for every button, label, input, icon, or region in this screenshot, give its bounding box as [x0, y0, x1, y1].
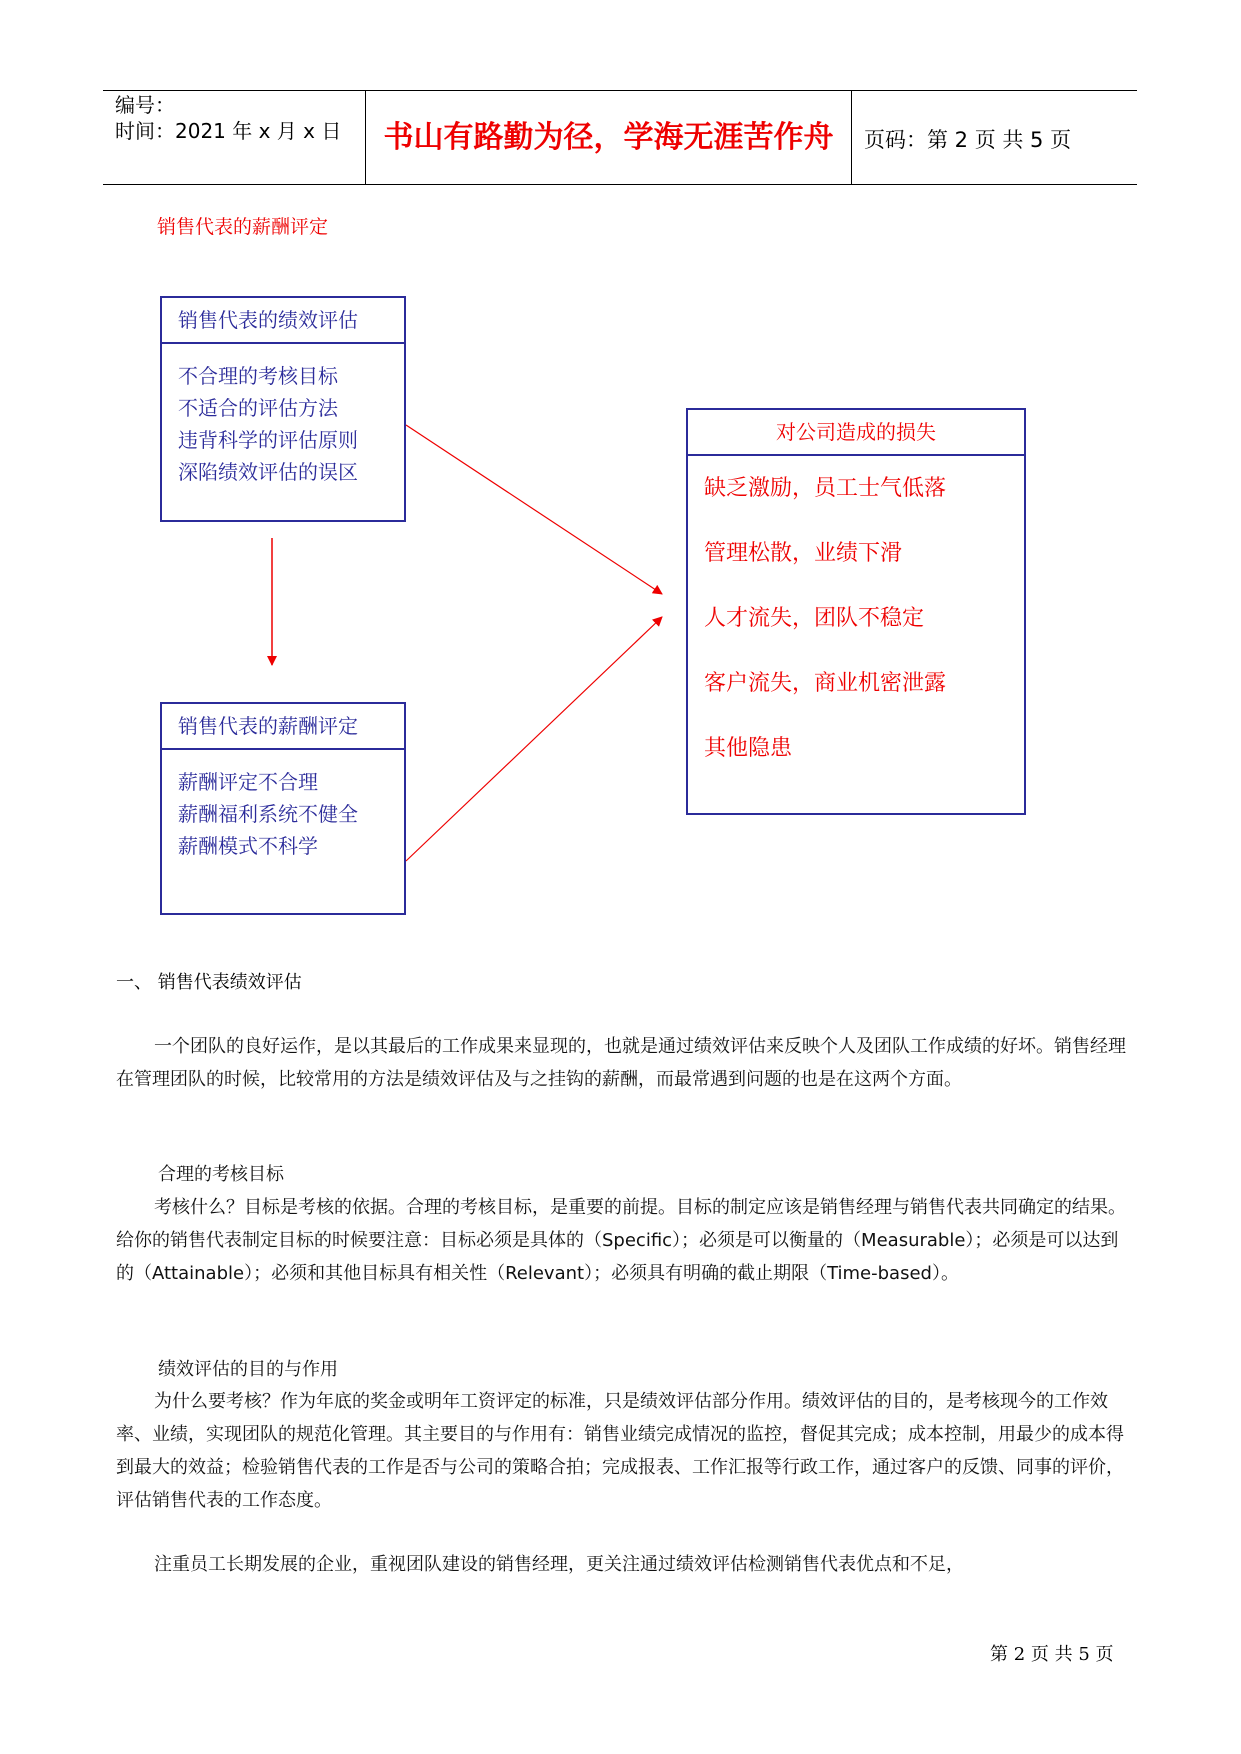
list-item: 深陷绩效评估的误区	[178, 460, 358, 484]
list-item: 薪酬评定不合理	[178, 770, 318, 794]
box-compensation-list	[162, 750, 404, 862]
box-loss-list	[688, 456, 1024, 781]
section-heading: 一、 销售代表绩效评估	[116, 972, 302, 993]
list-item: 不合理的考核目标	[178, 364, 338, 388]
list-item: 薪酬福利系统不健全	[178, 802, 358, 826]
box-company-loss	[686, 408, 1026, 815]
list-item: 缺乏激励，员工士气低落	[704, 476, 947, 501]
box-loss-title: 对公司造成的损失	[688, 410, 1024, 456]
arrow-performance-to-loss	[406, 425, 662, 594]
document-time-label: 时间：2021 年 x 月 x 日	[115, 119, 342, 143]
header-page-number: 页码：第 2 页 共 5 页	[864, 128, 1072, 152]
list-item: 不适合的评估方法	[178, 396, 338, 420]
paragraph-purpose: 为什么要考核？作为年底的奖金或明年工资评定的标准，只是绩效评估部分作用。绩效评估的目的，是考核现今的工作效率、业绩，实现团队的规范化管理。其主要目的与作用有：销售业绩完成情况的监控，督促其完成；成本控制，用最少的成本得到最大的效益；检验销售代表的工作是否与公司的策略合拍；完成报表、工作汇报等行政工作，通过客户的反馈、同事的评价，评估销售代表的工作态度。	[116, 1391, 1124, 1511]
subheading-goals: 合理的考核目标	[158, 1164, 284, 1185]
box-compensation-evaluation	[160, 702, 406, 915]
box-compensation-title: 销售代表的薪酬评定	[162, 704, 404, 750]
paragraph-development: 注重员工长期发展的企业，重视团队建设的销售经理，更关注通过绩效评估检测销售代表优点和不足，	[154, 1554, 964, 1575]
list-item: 管理松散，业绩下滑	[704, 541, 903, 566]
box-performance-evaluation	[160, 296, 406, 522]
box-performance-title: 销售代表的绩效评估	[162, 298, 404, 344]
box-performance-list	[162, 344, 404, 488]
paragraph-intro: 一个团队的良好运作，是以其最后的工作成果来显现的，也就是通过绩效评估来反映个人及团队工作成绩的好坏。销售经理在管理团队的时候，比较常用的方法是绩效评估及与之挂钩的薪酬，而最常遇到问题的也是在这两个方面。	[116, 1036, 1126, 1090]
document-number-label: 编号：	[115, 93, 175, 117]
page-footer: 第 2 页 共 5 页	[990, 1644, 1114, 1665]
diagram-title: 销售代表的薪酬评定	[157, 216, 329, 238]
paragraph-goals: 考核什么？目标是考核的依据。合理的考核目标，是重要的前提。目标的制定应该是销售经理与销售代表共同确定的结果。给你的销售代表制定目标的时候要注意：目标必须是具体的（Specific）；必须是可以衡量的（Measurable）；必须是可以达到的（Attainable）；必须和其他目标具有相关性（Relevant）；必须具有明确的截止期限（Time-based）。	[116, 1197, 1126, 1284]
list-item: 薪酬模式不科学	[178, 834, 318, 858]
list-item: 违背科学的评估原则	[178, 428, 358, 452]
list-item: 人才流失，团队不稳定	[704, 606, 925, 631]
header-motto: 书山有路勤为径，学海无涯苦作舟	[383, 120, 834, 155]
subheading-purpose: 绩效评估的目的与作用	[158, 1359, 338, 1380]
list-item: 客户流失，商业机密泄露	[704, 671, 947, 696]
arrow-compensation-to-loss	[406, 617, 662, 861]
list-item: 其他隐患	[704, 736, 793, 761]
